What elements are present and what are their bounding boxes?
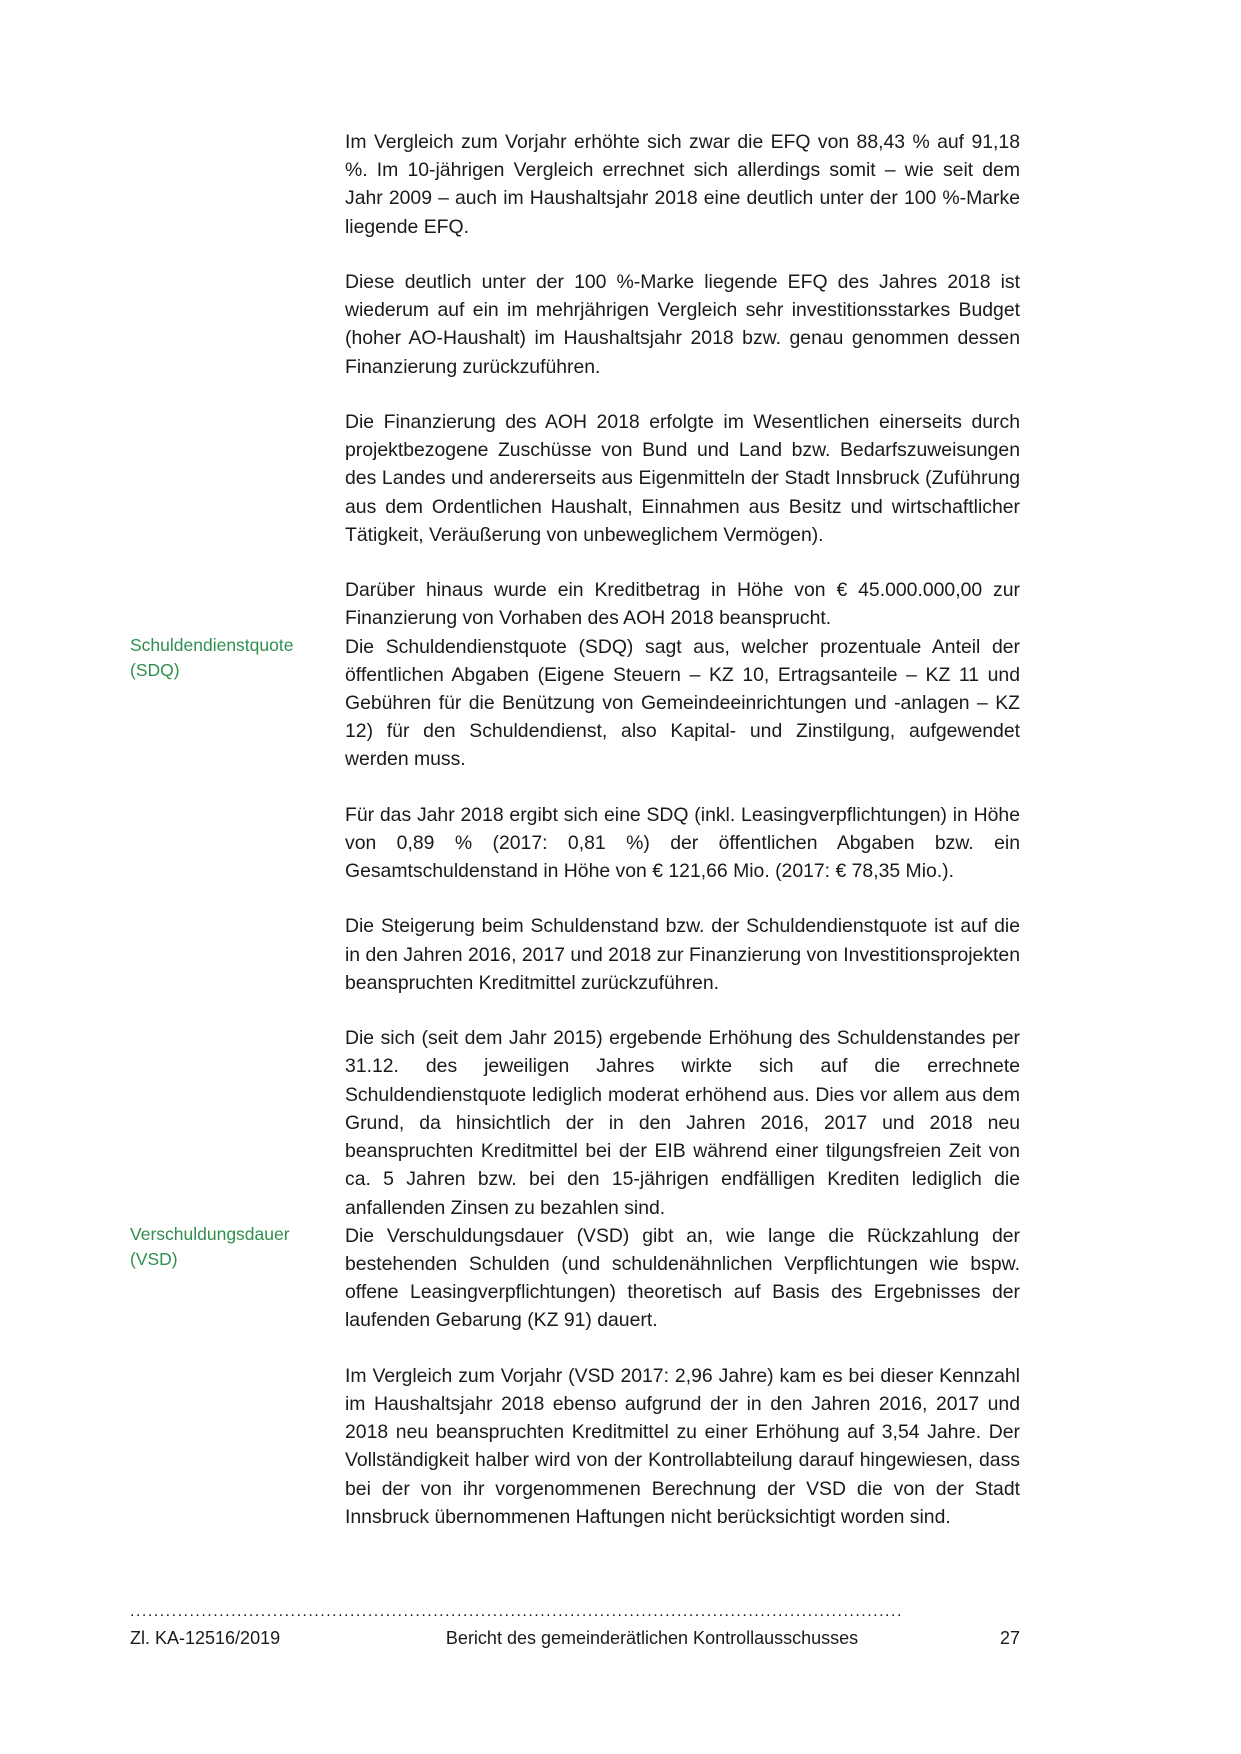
footer-page-number: 27 [999,1628,1020,1648]
paragraph: Diese deutlich unter der 100 %-Marke liegende EFQ des Jahres 2018 ist wiederum auf ein im mehrjährigen Vergleich sehr investitionsstarkes Budget (hoher AO-Haushalt) im Haushaltsjahr 2018 bzw. genau genommen dessen Finanzierung zurückzuführen. [345,270,1020,378]
paragraph: Darüber hinaus wurde ein Kreditbetrag in Höhe von € 45.000.000,00 zur Finanzierung von Vorhaben des AOH 2018 beansprucht. [345,579,1020,630]
paragraph: Die Verschuldungsdauer (VSD) gibt an, wie lange die Rückzahlung der bestehenden Schulden (und schuldenähnlichen Verpflichtungen wie bspw. offene Leasingverpflichtungen) theoretisch auf Basis des Ergebnisses der laufenden Gebarung (KZ 91) dauert. [345,1224,1020,1332]
paragraph: Die Schuldendienstquote (SDQ) sagt aus, welcher prozentuale Anteil der öffentlichen Abgaben (Eigene Steuern – KZ 10, Ertragsanteile – KZ 11 und Gebühren für die Benützung von Gemeindeeinrichtungen und -anlagen – KZ 12) für den Schuldendienst, also Kapital- und Zinstilgung, aufgewendet werden muss. [345,635,1020,771]
footer-title: Bericht des gemeinderätlichen Kontrollausschusses [445,1628,859,1648]
margin-note-vsd [130,1222,345,1273]
page-content [130,128,1020,1531]
body-column [345,1222,1020,1531]
margin-note-line: Schuldendienstquote [130,634,294,655]
body-column [345,128,1020,633]
content-section [130,1222,1020,1531]
paragraph: Im Vergleich zum Vorjahr (VSD 2017: 2,96 Jahre) kam es bei dieser Kennzahl im Haushaltsjahr 2018 ebenso aufgrund der in den Jahren 2016, 2017 und 2018 neu beanspruchten Kreditmittel zu einer Erhöhung auf 3,54 Jahre. Der Vollständigkeit halber wird von der Kontrollabteilung darauf hingewiesen, dass bei der von ihr vorgenommenen Berechnung der VSD die von der Stadt Innsbruck übernommenen Haftungen nicht berücksichtigt worden sind. [345,1364,1020,1528]
body-column [345,633,1020,1222]
footer-separator: .................................................................................................................................. [130,1604,903,1618]
footer-reference: Zl. KA-12516/2019 [130,1628,281,1648]
page-footer [130,1604,1020,1649]
paragraph: Im Vergleich zum Vorjahr erhöhte sich zwar die EFQ von 88,43 % auf 91,18 %. Im 10-jährigen Vergleich errechnet sich allerdings somit – wie seit dem Jahr 2009 – auch im Haushaltsjahr 2018 eine deutlich unter der 100 %-Marke liegende EFQ. [345,131,1020,238]
margin-note-line: (VSD) [130,1249,178,1270]
margin-note-line: Verschuldungsdauer [130,1223,290,1244]
paragraph: Für das Jahr 2018 ergibt sich eine SDQ (inkl. Leasingverpflichtungen) in Höhe von 0,89 % (2017: 0,81 %) der öffentlichen Abgaben bzw. ein Gesamtschuldenstand in Höhe von € 121,66 Mio. (2017: € 78,35 Mio.). [345,803,1020,883]
content-section [130,633,1020,1222]
footer-row [130,1628,1020,1649]
paragraph: Die Finanzierung des AOH 2018 erfolgte im Wesentlichen einerseits durch projektbezogene Zuschüsse von Bund und Land bzw. Bedarfszuweisungen des Landes und andererseits aus Eigenmitteln der Stadt Innsbruck (Zuführung aus dem Ordentlichen Haushalt, Einnahmen aus Besitz und wirtschaftlicher Tätigkeit, Veräußerung von unbeweglichem Vermögen). [345,410,1020,546]
margin-note-line: (SDQ) [130,660,180,681]
paragraph: Die Steigerung beim Schuldenstand bzw. der Schuldendienstquote ist auf die in den Jahren 2016, 2017 und 2018 zur Finanzierung von Investitionsprojekten beanspruchten Kreditmittel zurückzuführen. [345,915,1020,994]
margin-note-sdq [130,633,345,684]
content-section [130,128,1020,633]
paragraph: Die sich (seit dem Jahr 2015) ergebende Erhöhung des Schuldenstandes per 31.12. des jeweiligen Jahres wirkte sich auf die errechnete Schuldendienstquote lediglich moderat erhöhend aus. Dies vor allem aus dem Grund, da hinsichtlich der in den Jahren 2016, 2017 und 2018 neu beanspruchten Kreditmittel bei der EIB während einer tilgungsfreien Zeit von ca. 5 Jahren bzw. bei den 15-jährigen endfälligen Krediten lediglich die anfallenden Zinsen zu bezahlen sind. [345,1027,1020,1219]
